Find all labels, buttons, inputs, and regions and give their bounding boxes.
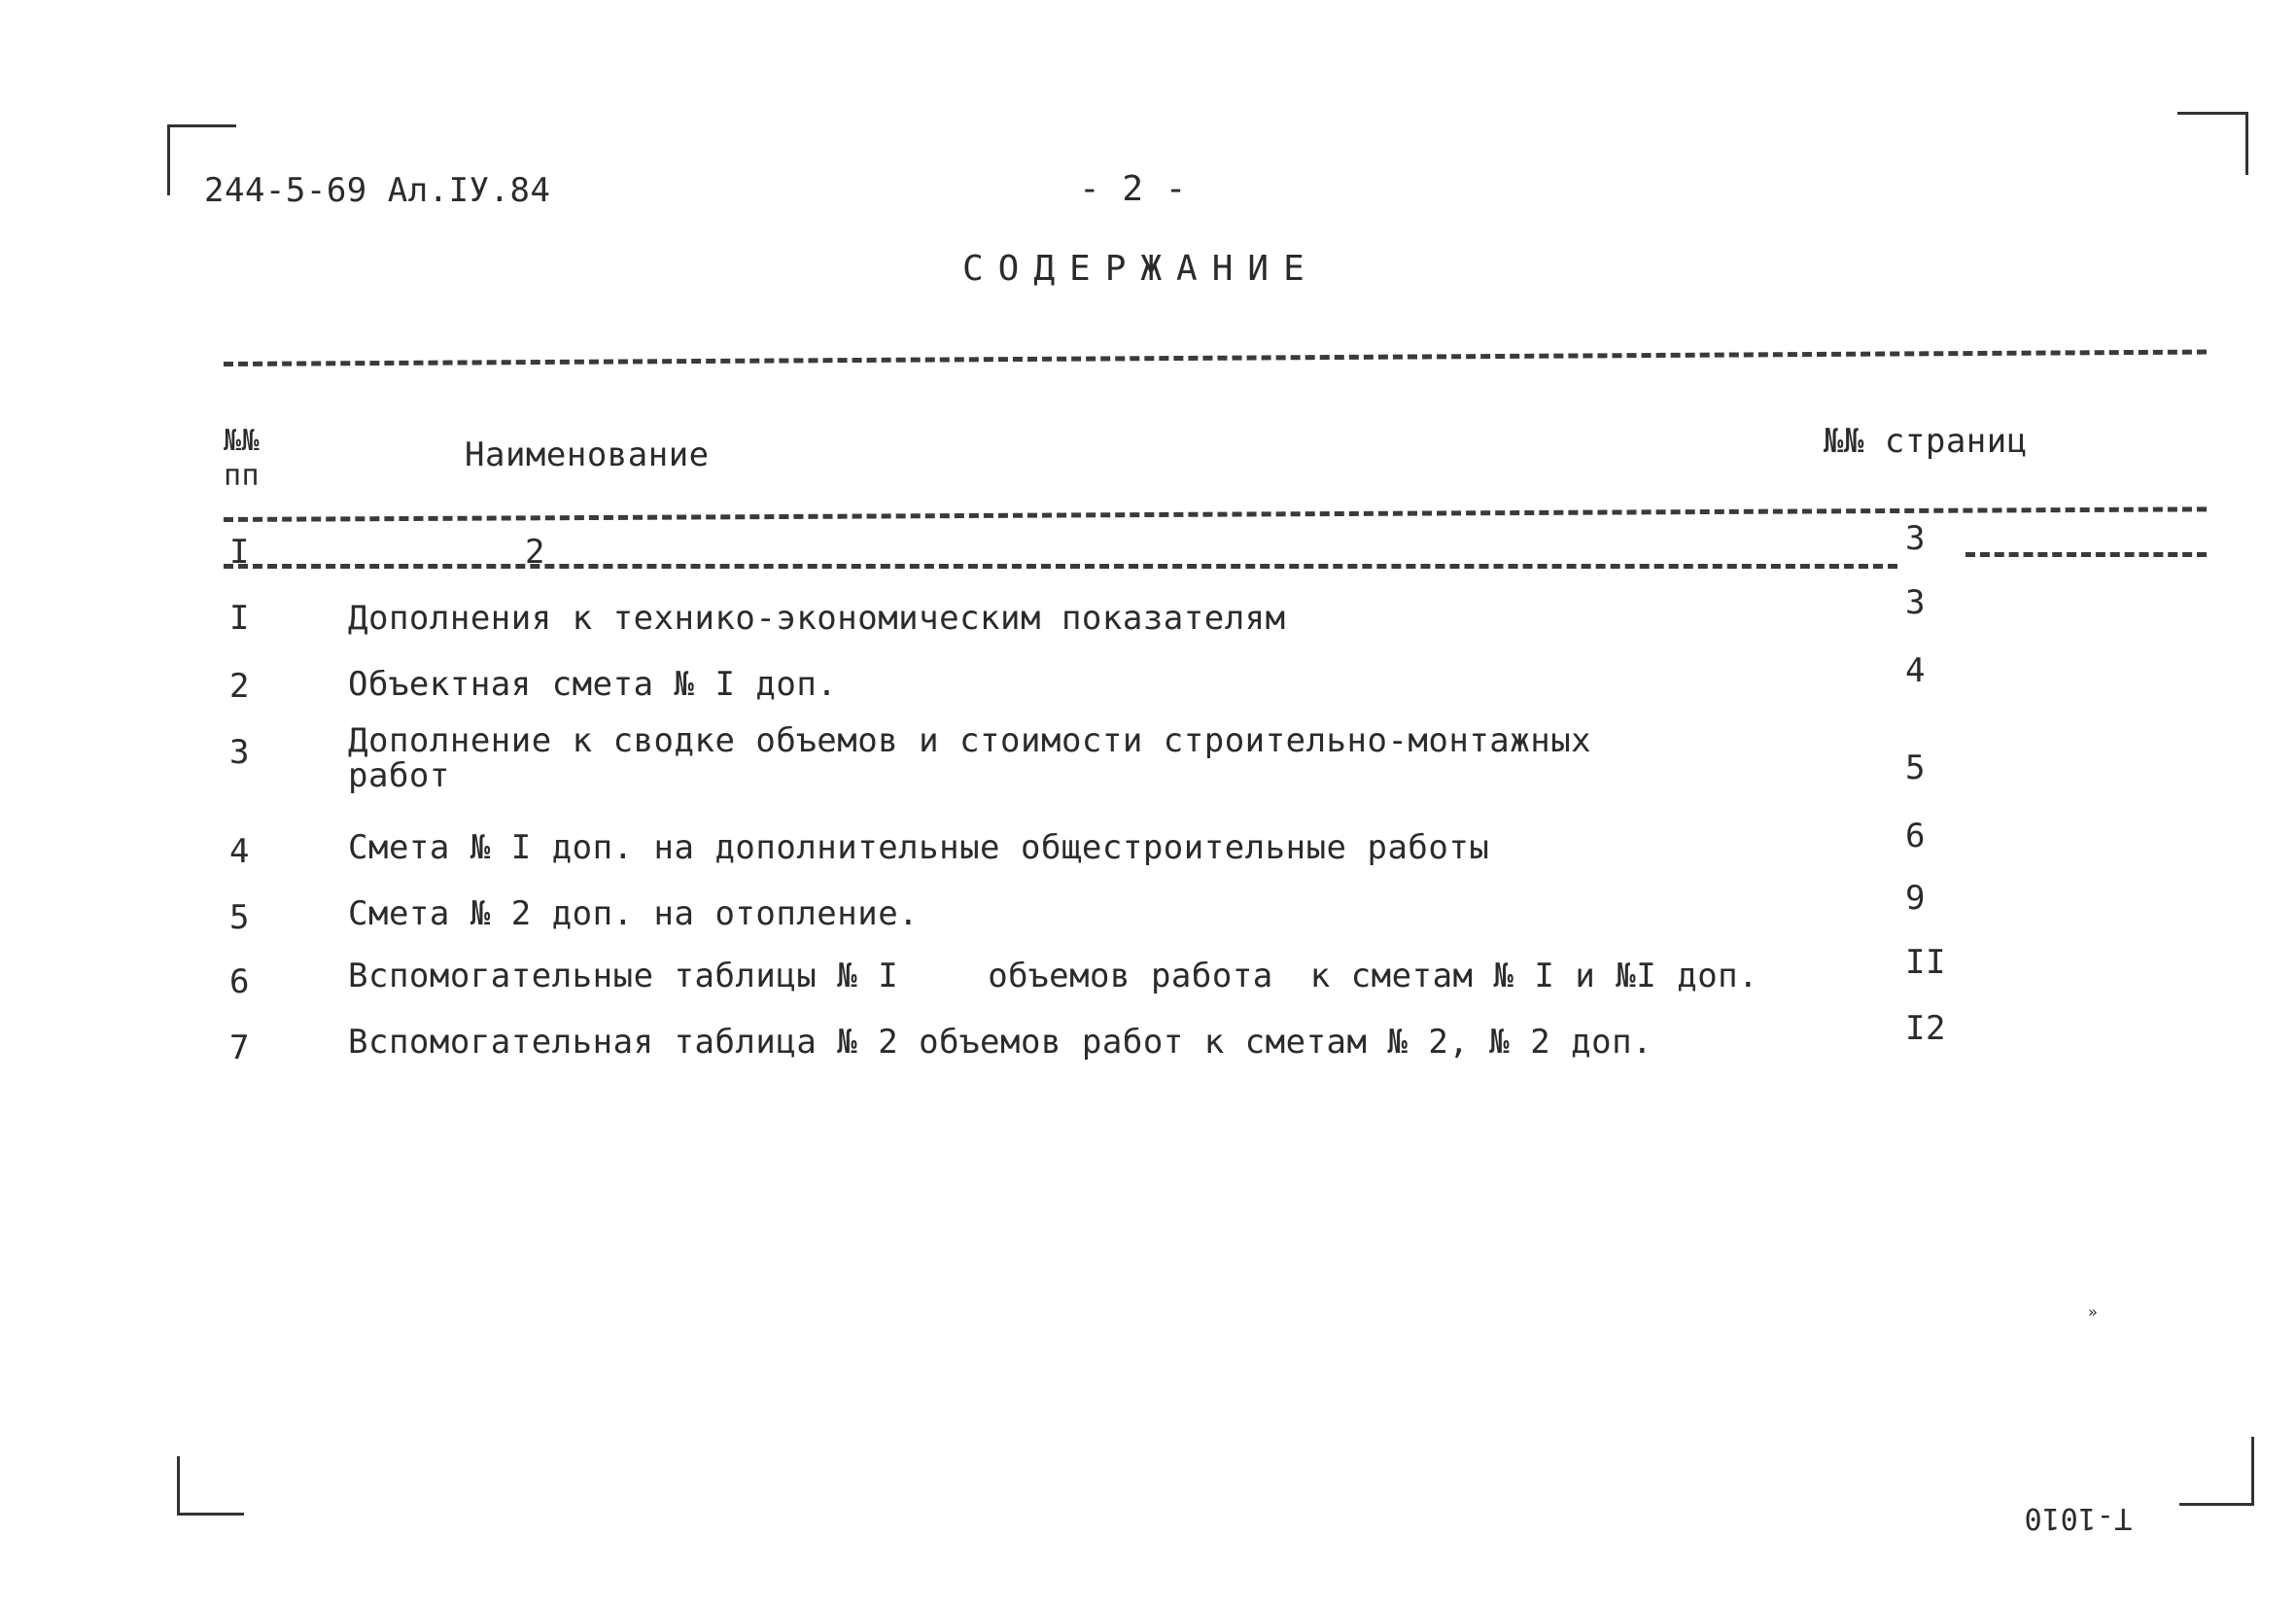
row-title	[348, 957, 1758, 995]
column-header-name: Наименование	[465, 436, 710, 474]
row-page: II	[1905, 943, 1946, 982]
row-number: I	[229, 599, 250, 638]
row-page: 9	[1905, 879, 1926, 918]
row-title: Дополнение к сводке объемов и стоимости строительно-монтажных работ	[348, 721, 1592, 795]
row-title: Смета № I доп. на дополнительные общестроительные работы	[348, 828, 1490, 867]
row-page: I2	[1905, 1009, 1946, 1048]
row-page: 5	[1905, 749, 1926, 787]
row-title: Дополнения к технико-экономическим показателям	[348, 599, 1286, 638]
index-row-rule-right	[1966, 552, 2207, 557]
row-title: Объектная смета № I доп.	[348, 665, 838, 704]
row-title: Вспомогательная таблица № 2 объемов работ к сметам № 2, № 2 доп.	[348, 1023, 1653, 1062]
row-number: 5	[229, 898, 250, 937]
column-header-pages: №№ страниц	[1824, 422, 2028, 461]
table-top-rule	[224, 350, 2207, 366]
row-number: 2	[229, 667, 250, 706]
row-title-part: Вспомогательные таблицы № I	[348, 957, 899, 995]
row-page: 4	[1905, 651, 1926, 690]
document-code: 244-5-69 Ал.IУ.84	[204, 171, 551, 210]
column-index-2: 2	[525, 533, 545, 572]
page-number: - 2 -	[1079, 169, 1187, 209]
row-title-part: объемов работа	[988, 957, 1273, 995]
column-index-3: 3	[1905, 519, 1926, 558]
row-number: 4	[229, 832, 250, 871]
row-page: 3	[1905, 583, 1926, 622]
row-page: 6	[1905, 817, 1926, 855]
column-index-1: I	[229, 533, 250, 572]
margin-mark: »	[2088, 1303, 2099, 1321]
row-number: 7	[229, 1029, 250, 1067]
row-title: Смета № 2 доп. на отопление.	[348, 894, 920, 933]
index-row-rule	[224, 564, 1897, 569]
row-number: 6	[229, 962, 250, 1001]
sheet-stamp: Т-1010	[2024, 1501, 2133, 1535]
crop-mark-top-right	[2177, 112, 2248, 175]
column-header-number: №№ пп	[224, 424, 261, 493]
crop-mark-bottom-left	[177, 1456, 244, 1516]
row-title-part: к сметам № I и №I доп.	[1309, 957, 1759, 995]
row-number: 3	[229, 733, 250, 772]
crop-mark-bottom-right	[2179, 1437, 2254, 1506]
page-title: СОДЕРЖАНИЕ	[962, 249, 1319, 289]
